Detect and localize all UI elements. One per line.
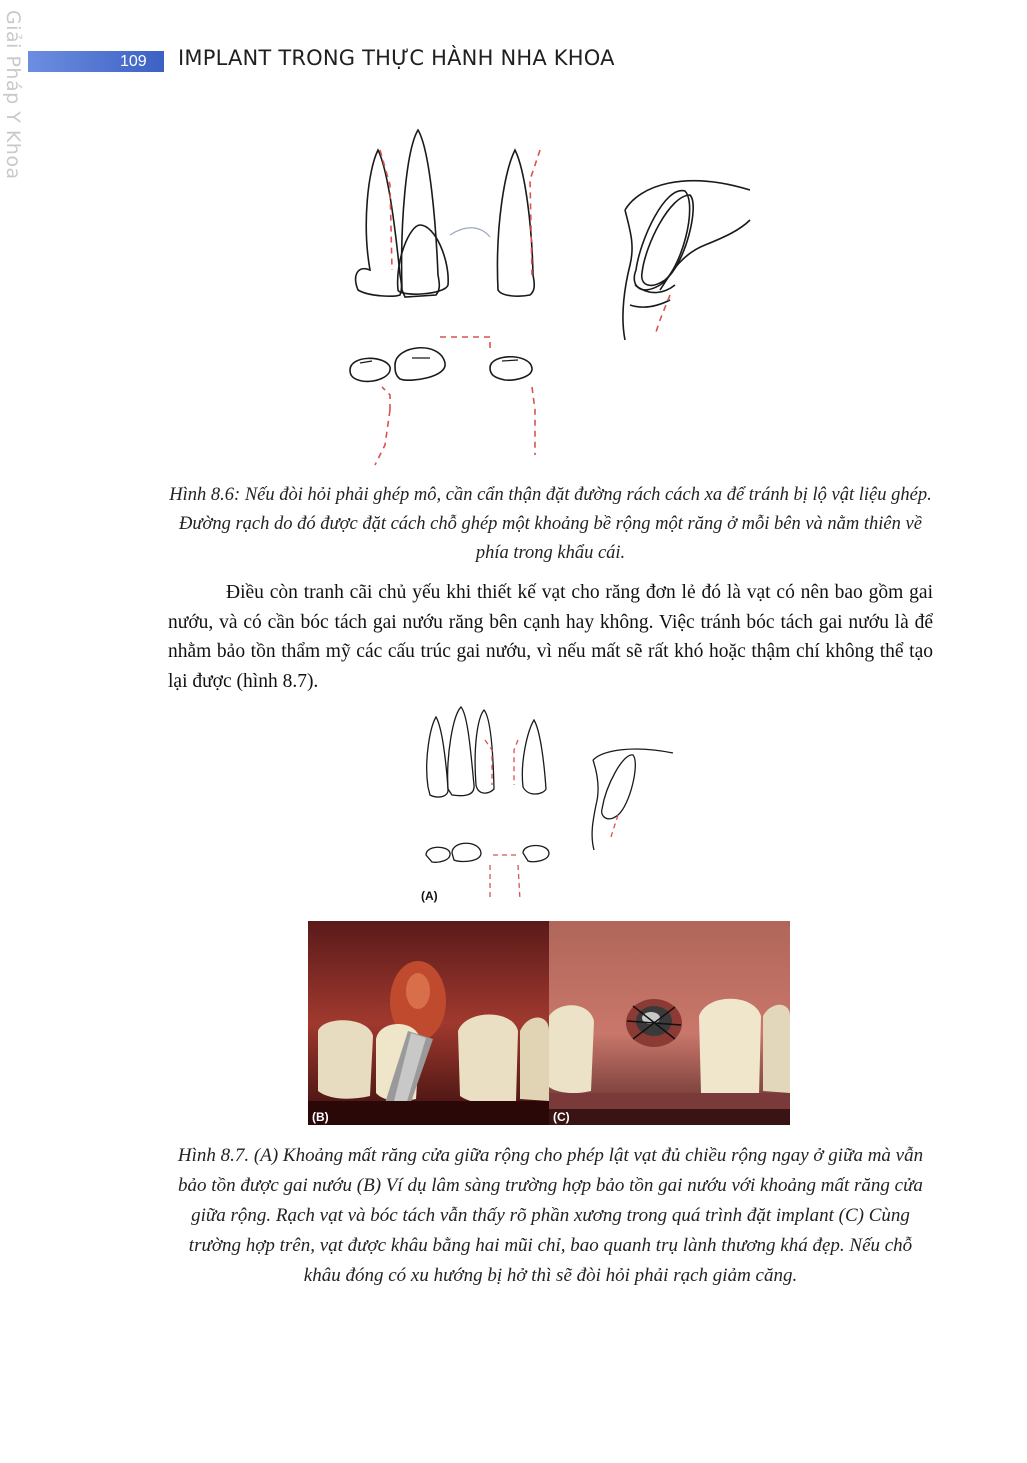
figure-8-7-caption: Hình 8.7. (A) Khoảng mất răng cửa giữa rộng cho phép lật vạt đủ chiều rộng ngay ở giữa mà vẫn bảo tồn được gai nướu (B) Ví dụ lâm sàng trường hợp bảo tồn gai nướu với khoảng mất răng cửa giữa rộng. Rạch vạt và bóc tách vẫn thấy rõ phần xương trong quá trình đặt implant (C) Cùng trường hợp trên, vạt được khâu bằng hai mũi chỉ, bao quanh trụ lành thương khá đẹp. Nếu chỗ khâu đóng có xu hướng bị hở thì sẽ đòi hỏi phải rạch giảm căng. — [177, 1145, 924, 1286]
body-paragraph: Điều còn tranh cãi chủ yếu khi thiết kế vạt cho răng đơn lẻ đó là vạt có nên bao gồm gai nướu, và có cần bóc tách gai nướu răng bên cạnh hay không. Việc tránh bóc tách gai nướu là để nhằm bảo tồn thẩm mỹ các cấu trúc gai nướu, vì nếu mất sẽ rất khó hoặc thậm chí không thể tạo lại được (hình 8.7). — [168, 582, 933, 692]
figure-8-7a-diagram — [418, 705, 683, 905]
page-number: 109 — [120, 53, 147, 70]
figure-8-7-label-a: (A) — [421, 889, 438, 903]
figure-8-7-label-c: (C) — [553, 1110, 570, 1124]
figure-8-7-label-b: (B) — [312, 1110, 329, 1124]
figure-8-6-diagram — [340, 125, 760, 470]
figure-8-6-caption: Hình 8.6: Nếu đòi hỏi phải ghép mô, cần cẩn thận đặt đường rách cách xa để tránh bị lộ vật liệu ghép. Đường rạch do đó được đặt cách chỗ ghép một khoảng bề rộng một răng ở mỗi bên và nằm thiên về phía trong khẩu cái. — [169, 485, 932, 563]
figure-8-7c-photo — [549, 921, 790, 1125]
side-watermark: Giải Pháp Y Khoa — [2, 10, 24, 180]
header-title: IMPLANT TRONG THỰC HÀNH NHA KHOA — [178, 46, 615, 70]
figure-8-7b-photo — [308, 921, 549, 1125]
